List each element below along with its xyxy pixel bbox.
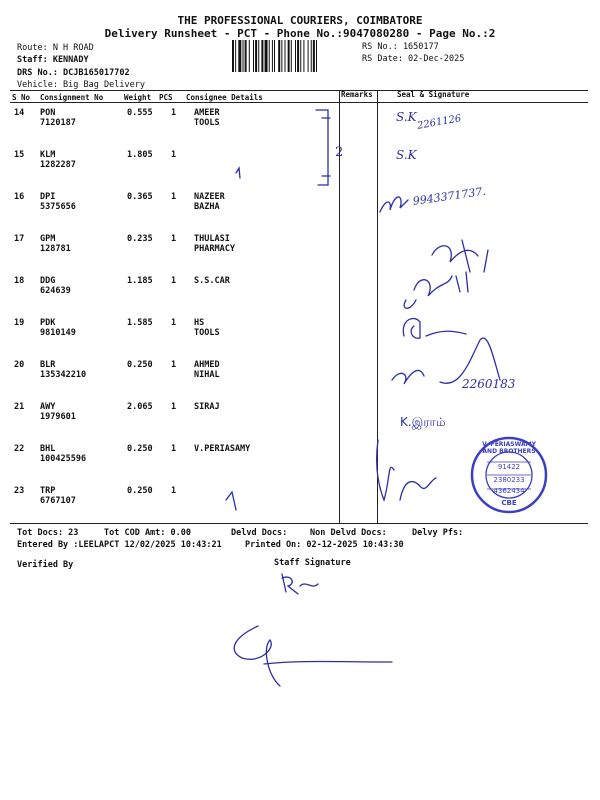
delvd-docs: Delvd Docs: [231, 528, 288, 538]
stamp-ring-text: V. PERIASWAMY AND BROTHERS [482, 441, 536, 455]
row-sno: 22 [14, 444, 25, 454]
col-remarks: Remarks [341, 90, 373, 99]
stamp-line1: 91422 [497, 463, 521, 471]
drs-label: DRS No.: DCJB165017702 [17, 68, 130, 78]
hw-row16-phone: 9943371737. [412, 184, 487, 208]
vehicle-label: Vehicle: Big Bag Delivery [17, 80, 145, 90]
row-weight: 1.185 [127, 276, 153, 286]
stamp-city: CBE [501, 499, 517, 507]
row-consignee: AMEER TOOLS [194, 108, 220, 128]
rs-no: RS No.: 1650177 [362, 42, 439, 52]
row-consignment-no: DPI 5375656 [40, 192, 76, 212]
row-sno: 21 [14, 402, 25, 412]
verified-signature [234, 626, 392, 686]
row-sno: 15 [14, 150, 25, 160]
hw-row21: K.இராம் [400, 415, 446, 429]
row-pcs: 1 [171, 234, 177, 244]
row-weight: 0.250 [127, 486, 153, 496]
runsheet-subtitle: Delivery Runsheet - PCT - Phone No.:9047080280 - Page No.:2 [104, 27, 496, 40]
hw-row14: S.K [396, 110, 417, 124]
stamp-line3: 4362434 [493, 487, 525, 495]
row-consignee: THULASI PHARMACY [194, 234, 235, 254]
row-pcs: 1 [171, 318, 177, 328]
signature-row17 [432, 240, 488, 272]
hw-row14-date: 2261126 [416, 113, 463, 132]
row-pcs: 1 [171, 108, 177, 118]
row-consignee: SIRAJ [194, 402, 220, 412]
row-weight: 0.250 [127, 360, 153, 370]
mark-row23 [226, 492, 236, 510]
row-weight: 1.805 [127, 150, 153, 160]
col-consignment: Consignment No [40, 93, 104, 102]
row-sno: 18 [14, 276, 25, 286]
col-weight: Weight [124, 93, 152, 102]
row-consignment-no: TRP 6767107 [40, 486, 76, 506]
staff-label: Staff: KENNADY [17, 55, 89, 65]
mark-row15 [236, 168, 240, 178]
row-consignment-no: BHL 100425596 [40, 444, 87, 464]
row-sno: 20 [14, 360, 25, 370]
row-pcs: 1 [171, 276, 177, 286]
row-consignment-no: DDG 624639 [40, 276, 71, 296]
row-pcs: 1 [171, 192, 177, 202]
non-delvd-docs: Non Delvd Docs: [310, 528, 387, 538]
row-consignment-no: GPM 128781 [40, 234, 71, 254]
row-pcs: 1 [171, 402, 177, 412]
row-pcs: 1 [171, 486, 177, 496]
staff-signature: Staff Signature [274, 558, 351, 568]
company-title: THE PROFESSIONAL COURIERS, COIMBATORE [177, 14, 423, 27]
row-pcs: 1 [171, 360, 177, 370]
row-consignment-no: PDK 9810149 [40, 318, 76, 338]
row-consignment-no: AWY 1979601 [40, 402, 76, 422]
tot-docs: Tot Docs: 23 [17, 528, 79, 538]
signature-row22 [377, 440, 436, 500]
row-weight: 0.365 [127, 192, 153, 202]
signature-row18 [414, 272, 468, 296]
row-consignee: S.S.CAR [194, 276, 230, 286]
row-weight: 0.250 [127, 444, 153, 454]
printed-on: Printed On: 02-12-2025 10:43:30 [245, 540, 404, 550]
entered-by: Entered By :LEELAPCT 12/02/2025 10:43:21 [17, 540, 222, 550]
row-consignment-no: BLR 135342210 [40, 360, 87, 380]
verified-by: Verified By [17, 560, 74, 570]
row-consignment-no: KLM 1282287 [40, 150, 76, 170]
row-pcs: 1 [171, 444, 177, 454]
hw-remark-2: 2 [335, 145, 344, 160]
row-sno: 14 [14, 108, 25, 118]
row-consignee: V.PERIASAMY [194, 444, 251, 454]
staff-signature-mark [282, 574, 318, 594]
stamp-line2: 2380233 [493, 476, 525, 484]
row-consignee: HS TOOLS [194, 318, 220, 338]
tot-cod: Tot COD Amt: 0.00 [104, 528, 191, 538]
row-consignee: NAZEER BAZHA [194, 192, 225, 212]
row-weight: 0.555 [127, 108, 153, 118]
row-pcs: 1 [171, 150, 177, 160]
signature-row19 [403, 318, 466, 338]
col-pcs: PCS [159, 93, 173, 102]
remark-bracket [316, 110, 328, 185]
signature-row16 [380, 197, 408, 212]
hw-row15: S.K [396, 148, 417, 162]
row-sno: 17 [14, 234, 25, 244]
delvy-pfs: Delvy Pfs: [412, 528, 464, 538]
col-consignee: Consignee Details [186, 93, 263, 102]
row-weight: 1.585 [127, 318, 153, 328]
col-seal: Seal & Signature [397, 90, 470, 99]
hw-row20: 2260183 [462, 377, 516, 391]
route-label: Route: N H ROAD [17, 43, 94, 53]
rs-date: RS Date: 02-Dec-2025 [362, 54, 465, 64]
row-sno: 23 [14, 486, 25, 496]
row-weight: 0.235 [127, 234, 153, 244]
row-consignee: AHMED NIHAL [194, 360, 220, 380]
row-weight: 2.065 [127, 402, 153, 412]
col-sno: S No [12, 93, 31, 102]
row-consignment-no: PON 7120187 [40, 108, 76, 128]
row-sno: 16 [14, 192, 25, 202]
row-sno: 19 [14, 318, 25, 328]
